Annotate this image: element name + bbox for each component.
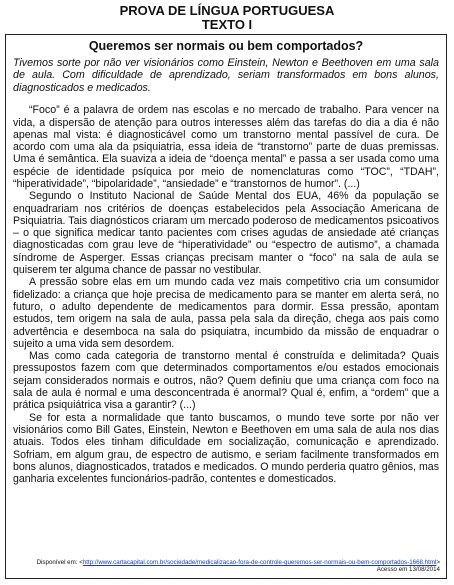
paragraph: Mas como cada categoria de transtorno mental é construída e delimitada? Quais pressupostos fazem com que determinados comportamentos e/ou estados emocionais sejam considerados normais e outros, não? Quem definiu que uma criança com foco na sala de aula é normal e uma desconcentrada é anormal? Qual é, enfim, a “ordem” que a prática psiquiátrica visa a garantir? (...)	[13, 350, 439, 412]
paragraph: A pressão sobre elas em um mundo cada vez mais competitivo cria um consumidor fidelizado: a criança que hoje precisa de medicamento para se manter em alerta será, no futuro, o adulto dependente de medicamentos para dormir. Essa pressão, apontam estudos, tem origem na sala de aula, passa pela sala da direção, chega aos pais como advertência e desemboca na sala do psiquiatra, incumbido da missão de enquadrar o sujeito a uma vida sem desordem.	[13, 276, 439, 350]
source-link[interactable]: http://www.cartacapital.com.br/sociedade/medicalizacao-fora-de-controle-queremos-ser-normais-ou-bem-comportados-1668.html	[82, 558, 437, 566]
article-title: Queremos ser normais ou bem comportados?	[88, 39, 364, 53]
source-prefix: Disponível em: <	[36, 558, 83, 566]
article-body	[13, 104, 439, 485]
source-suffix: > Acesso em 13/08/2014	[376, 558, 440, 574]
source-citation	[28, 559, 440, 574]
paragraph: Se for esta a normalidade que tanto buscamos, o mundo teve sorte por não ver visionários como Bill Gates, Einstein, Newton e Beethoven em uma sala de aula nos dias atuais. Todos eles tinham dificuldade em socialização, comunicação e aprendizado. Sofriam, em algum grau, de espectro de autismo, e seriam facilmente transformados em bons alunos, diagnosticados, tratados e medicados. O mundo perderia quatro gênios, mas ganharia excelentes funcionários-padrão, contentes e domesticados.	[13, 411, 439, 486]
paragraph: “Foco” é a palavra de ordem nas escolas e no mercado de trabalho. Para vencer na vida, a dispersão de atenção para outros interesses além das tarefas do dia a dia é não apenas mal vista: é diagnosticável como um transtorno mental passível de cura. De acordo com uma ala da psiquiatria, essa ideia de “transtorno” parte de duas premissas. Uma é semântica. Ela suaviza a ideia de “doença mental” e passa a ser usada como uma espécie de identidade psíquica por meio de nomenclaturas como “TOC”, “TDAH”, “hiperatividade”, “bipolaridade”, “ansiedade” e “transtornos de humor”. (...)	[13, 104, 439, 190]
article-box	[5, 34, 447, 579]
article-lede: Tivemos sorte por não ver visionários como Einstein, Newton e Beethoven em uma sala de aula. Com dificuldade de aprendizado, seriam transformados em bons alunos, diagnosticados e medicados.	[13, 57, 439, 94]
text-number: TEXTO I	[201, 17, 253, 32]
exam-title: PROVA DE LÍNGUA PORTUGUESA	[119, 3, 335, 18]
paragraph: Segundo o Instituto Nacional de Saúde Mental dos EUA, 46% da população se enquadrariam nos critérios de doenças estabelecidos pela Associação Americana de Psiquiatria. Tais diagnósticos criaram um mercado poderoso de medicamentos psicoativos – o que significa medicar tanto pacientes com crises agudas de ansiedade até crianças diagnosticadas com grau leve de “hiperatividade” ou “espectro de autismo”, a chamada síndrome de Asperger. Essas crianças precisam manter o “foco” na sala de aula se quiserem ter alguma chance de passar no vestibular.	[13, 190, 439, 277]
